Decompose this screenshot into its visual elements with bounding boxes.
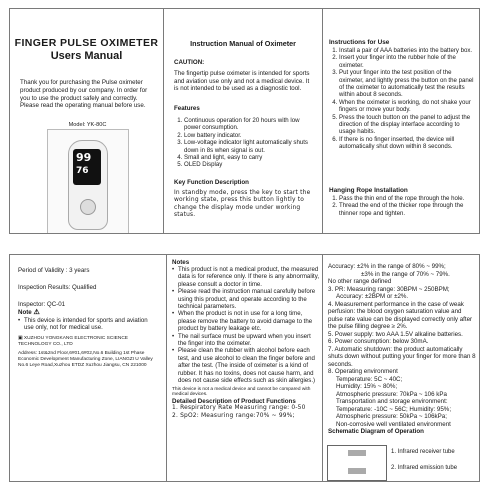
schematic-label: Schematic Diagram of Operation xyxy=(328,428,424,435)
qc-panel xyxy=(9,254,167,482)
spec-line: Accuracy: ±2BPM or ±2%. xyxy=(336,293,409,300)
spec-line: 5. Power supply: two AAA 1.5V alkaline batteries. xyxy=(328,330,463,338)
instructions-title: Instructions for Use xyxy=(329,39,390,46)
features-section xyxy=(174,105,312,169)
feature-item: 4. Small and light, easy to carry xyxy=(184,154,312,161)
note-list xyxy=(18,317,158,332)
key-function-section xyxy=(174,179,312,220)
footer-note: This device is not a medical device and cannot be compared with medical devices. xyxy=(172,386,311,398)
detail-line: 1. Respiratory Rate Measuring range: 0-50 xyxy=(172,405,306,412)
instruction-step: 5. Press the touch button on the panel to adjust the direction of the display interface according to usage habits. xyxy=(339,114,474,136)
schematic-finger-chamber xyxy=(327,445,387,481)
feature-item: 5. OLED Display xyxy=(184,161,312,168)
qc-section xyxy=(18,267,158,369)
specs-section xyxy=(328,263,476,435)
power-button-icon xyxy=(80,199,96,215)
instruction-panel xyxy=(164,8,323,234)
note-item: • This device is intended for sports and aviation use only, not for medical use. xyxy=(18,317,158,332)
caution-text: The fingertip pulse oximeter is intended for sports and aviation use only and not a medical device. It is not intended to be used as a diagnostic tool. xyxy=(174,70,310,92)
rope-section xyxy=(329,187,474,217)
oximeter-body xyxy=(68,140,108,230)
key-function-text: In standby mode, press the key to start the working state, press this button lightly to change the display mode under working status. xyxy=(174,190,311,219)
spec-line: 4. Measurement performance in the case of weak perfusion: the blood oxygen saturation value and pulse rate value can be displayed correctly only after the pulse filling degree ≥ 2%. xyxy=(328,300,473,330)
note-item: • When the product is not in use for a long time, please remove the battery to avoid damage to the product by battery leakage etc. xyxy=(172,310,319,332)
feature-item: 1. Continuous operation for 20 hours with low power consumption. xyxy=(184,117,312,132)
notes-label: Notes xyxy=(172,259,190,266)
spec-line: Non-corrosive well ventilated environment xyxy=(336,420,451,428)
instructions-list xyxy=(329,47,474,151)
cover-panel xyxy=(9,8,164,234)
spec-line: Transportation and storage environment: xyxy=(336,398,448,405)
spec-line: Humidity: 15% ~ 80%; xyxy=(336,383,398,390)
spec-line: No other range defined xyxy=(328,278,392,285)
company-name: ▣ XUZHOU YONGKANG ELECTRONIC SCIENCE TECHNOLOGY CO., LTD xyxy=(18,335,129,347)
intro-text: Thank you for purchasing the Pulse oximeter product produced by our company. In order for you to use the product safely and correctly. Please read the operating manual before use. xyxy=(20,79,148,110)
legend-item: 1. Infrared receiver tube xyxy=(391,449,455,455)
detail-label: Detailed Description of Product Functions xyxy=(172,398,296,406)
factory-icon: ▣ xyxy=(18,335,24,341)
emission-tube-icon xyxy=(348,468,366,474)
instruction-step: 2. Insert your finger into the rubber hole of the oximeter. xyxy=(339,54,474,69)
note-heading xyxy=(18,309,158,317)
schematic-diagram xyxy=(327,445,475,481)
feature-item: 3. Low-voltage indicator light automatically shuts down in 8s when signal is out. xyxy=(184,139,312,154)
spec-line: 3. PR: Measuring range: 30BPM ~ 250BPM; xyxy=(328,285,450,293)
features-list xyxy=(174,117,312,169)
features-label: Features xyxy=(174,105,200,112)
note-item: • The nail surface must be upward when you insert the finger into the oximeter. xyxy=(172,333,319,348)
caution-section xyxy=(174,59,312,93)
spec-line: ±3% in the range of 70% ~ 79%. xyxy=(361,270,450,278)
oximeter-screen xyxy=(73,149,101,185)
rope-step: 1. Pass the thin end of the rope through the hole. xyxy=(339,195,474,202)
spec-line: Atmospheric pressure: 50kPa ~ 106kPa; xyxy=(336,413,447,420)
inspection-text: Inspection Results: Qualified xyxy=(18,284,97,291)
spec-line: Temperature: 5C ~ 40C; xyxy=(336,375,403,383)
spec-line: 6. Power consumption: below 30mA. xyxy=(328,338,429,345)
instruction-step: 3. Put your finger into the test position of the oximeter, and lightly press the button on the panel of the oximeter to automatically test the results within about 8 seconds. xyxy=(339,69,474,99)
notes-list xyxy=(172,266,319,385)
screen-pr-value: 76 xyxy=(76,166,89,176)
notes-panel xyxy=(167,254,323,482)
note-item: • This product is not a medical product, the measured data is for reference only. If there is any abnormality, please consult a doctor in time. xyxy=(172,266,319,288)
specs-panel xyxy=(323,254,480,482)
usage-panel xyxy=(323,8,480,234)
spec-line: Temperature: -10C ~ 56C; Humidity: 95%; xyxy=(336,405,452,413)
key-function-label: Key Function Description xyxy=(174,179,249,186)
note-item: • Please read the instruction manual carefully before using this product, and operate according to the technical parameters. xyxy=(172,288,319,310)
spec-line: 8. Operating environment xyxy=(328,368,398,375)
warning-icon: ⚠ xyxy=(33,309,40,316)
company-address: Address: 1st&2nd Floor,6#01,6#02,No.6 Building 1st Phase Economic Development Manufacturing Zone, LIANGZI U Valley No.6 Leye Road,Xuzhou ETDZ Xuzhou Jiangsu, CN 221000 xyxy=(18,351,153,368)
instructions-section xyxy=(329,39,474,151)
oximeter-photo xyxy=(47,129,129,234)
instruction-step: 1. Install a pair of AAA batteries into the battery box. xyxy=(339,47,474,54)
inspector-text: Inspector: QC-01 xyxy=(18,301,66,308)
instruction-step: 6. If there is no finger inserted, the device will automatically shut down within 8 seconds. xyxy=(339,136,474,151)
product-title: FINGER PULSE OXIMETER xyxy=(14,37,159,49)
validity-text: Period of Validity : 3 years xyxy=(18,267,90,274)
model-label: Model: YK-80C xyxy=(68,122,107,128)
receiver-tube-icon xyxy=(348,450,366,456)
detail-line: 2. SpO2: Measuring range:70% ~ 99%; xyxy=(172,412,295,419)
notes-section xyxy=(172,259,319,420)
manual-subtitle: Users Manual xyxy=(50,50,123,62)
note-label: Note xyxy=(18,309,32,316)
screen-spo2-value: 99 xyxy=(76,151,92,164)
rope-step: 2. Thread the end of the thicker rope through the thinner rope and tighten. xyxy=(339,202,474,217)
legend-item: 2. Infrared emission tube xyxy=(391,465,458,471)
instruction-title: Instruction Manual of Oximeter xyxy=(190,39,296,48)
rope-list xyxy=(329,195,474,217)
spec-line: Accuracy: ±2% in the range of 80% ~ 99%; xyxy=(328,263,446,270)
feature-item: 2. Low battery indicator. xyxy=(184,132,312,139)
caution-label: CAUTION: xyxy=(174,59,205,66)
spec-line: 7. Automatic shutdown: the product automatically shuts down without putting your finger for more than 8 seconds. xyxy=(328,345,476,368)
note-item: • Please clean the rubber with alcohol before each test, and use alcohol to clean the finger before and after the test. (The inside of oximeter is a kind of rubber. It has no toxins, does not cause harm, and does not cause side effects such as skin allergies.) xyxy=(172,347,319,384)
spec-line: Atmospheric pressure: 70kPa ~ 106 kPa xyxy=(336,390,447,398)
rope-title: Hanging Rope Installation xyxy=(329,187,408,194)
instruction-step: 4. When the oximeter is working, do not shake your fingers or move your body. xyxy=(339,99,474,114)
